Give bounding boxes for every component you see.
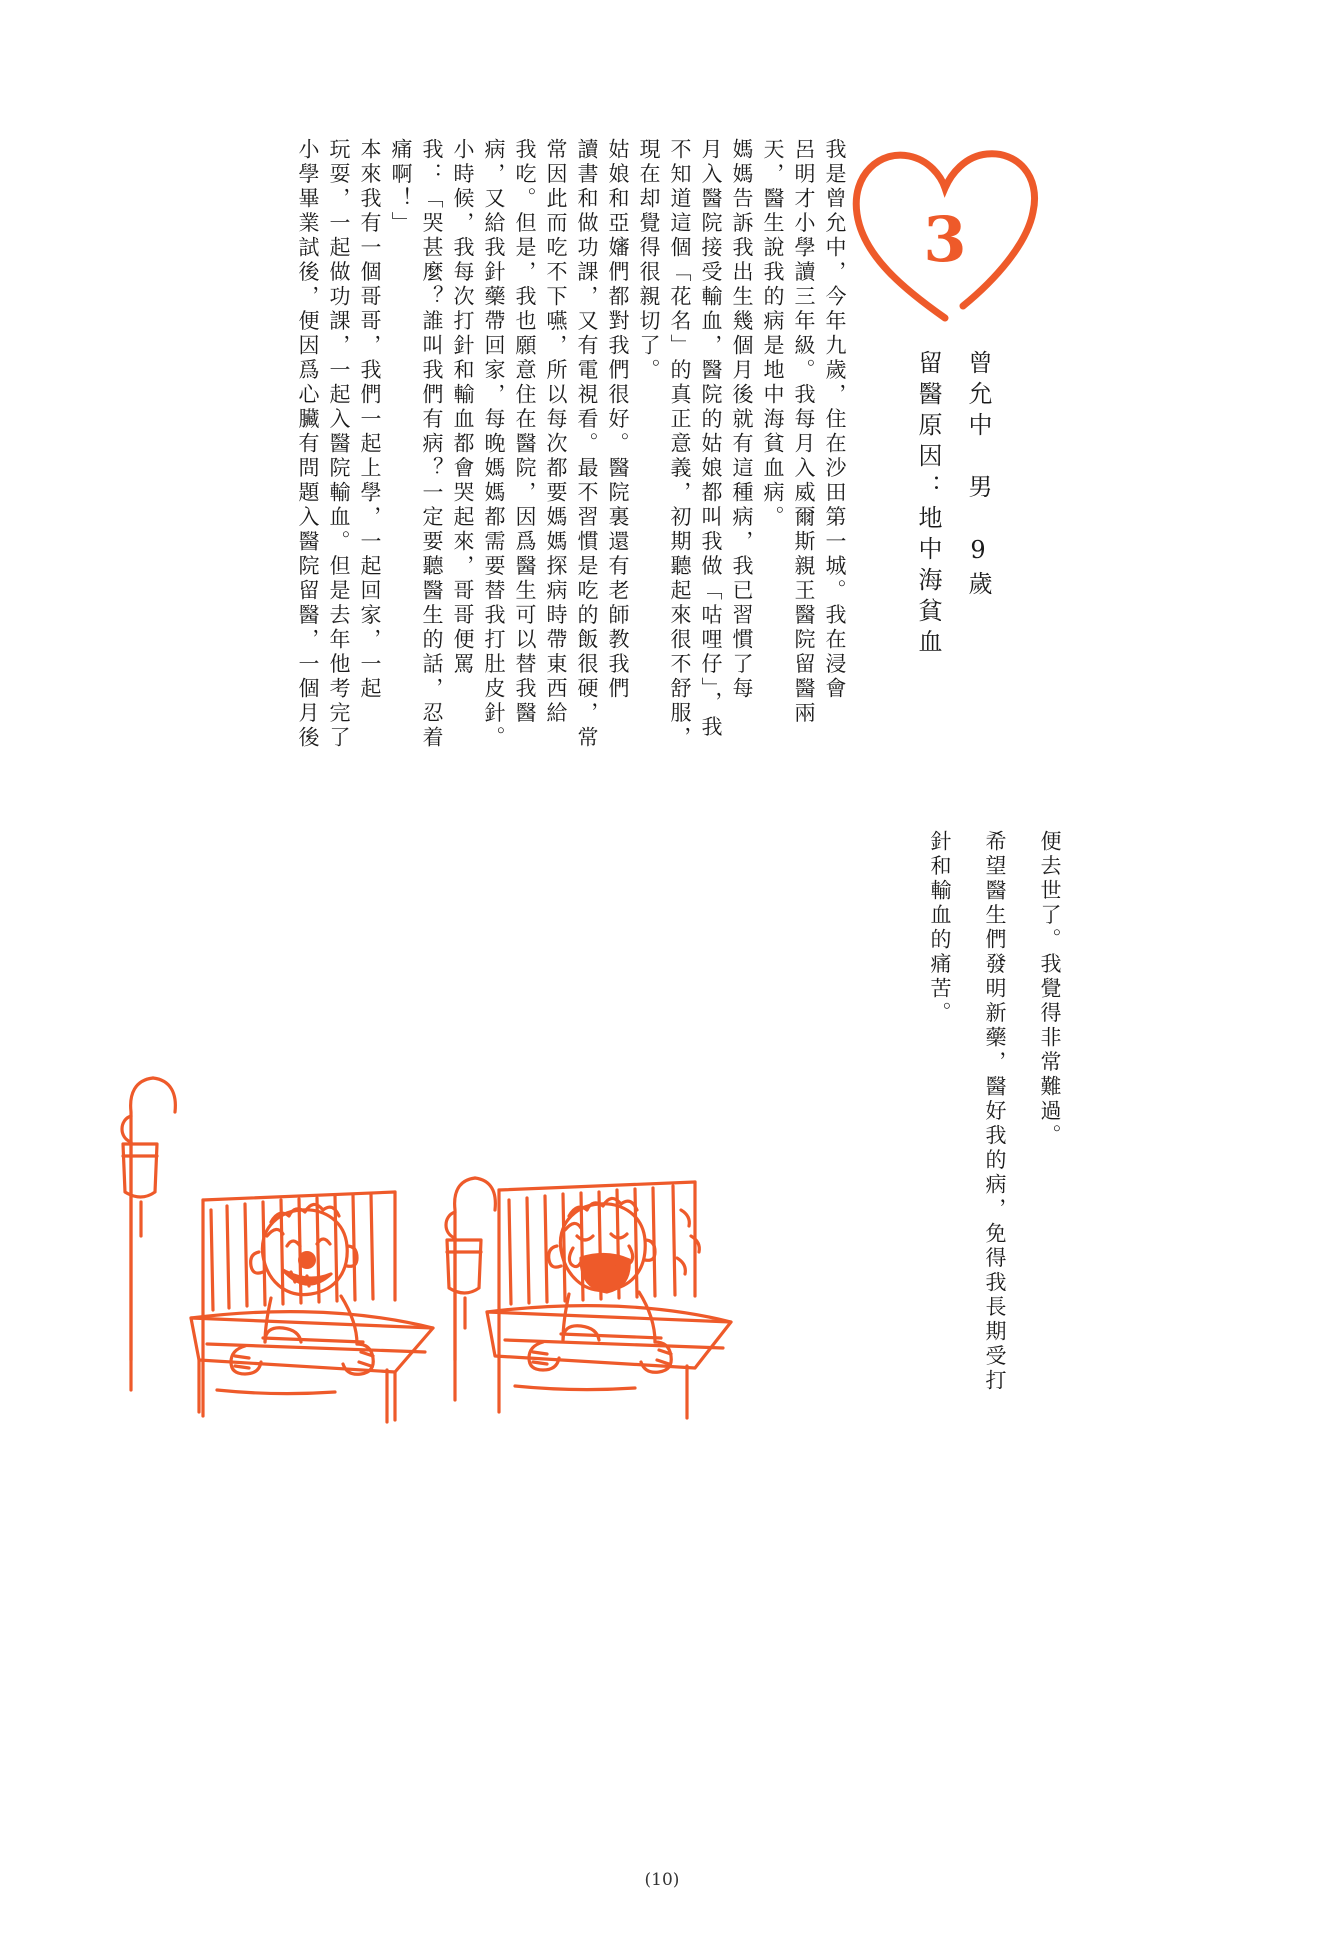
body-line: 月入醫院接受輸血，醫院的姑娘都叫我做「咕哩仔」，我 [699,138,723,740]
illustration-drawing-icon [95,1060,735,1460]
article-body-continued [870,830,1062,1394]
body-line: 我：「哭甚麼？誰叫我們有病？一定要聽醫生的話，忍着 [420,138,444,751]
article-header [890,350,992,660]
body-line: 病，又給我針藥帶回家，每晚媽媽都需要替我打肚皮針。 [482,138,506,751]
body-line: 不知道這個「花名」的真正意義，初期聽起來很不舒服， [668,138,692,751]
author-line: 曾允中 男 9歲 [964,350,992,602]
body-line: 痛啊！」 [389,138,413,236]
body-line: 玩耍，一起做功課，一起入醫院輸血。但是去年他考完了 [327,138,351,751]
heart-badge [845,140,1045,330]
body-line: 姑娘和亞嬸們都對我們很好。醫院裏還有老師教我們 [606,138,630,702]
badge-number: 3 [923,202,967,276]
body-line: 常因此而吃不下嚥，所以每次都要媽媽探病時帶東西給 [544,138,568,726]
body-line: 我吃。但是，我也願意住在醫院，因爲醫生可以替我醫 [513,138,537,726]
body-line: 我是曾允中，今年九歲，住在沙田第一城。我在浸會 [823,138,847,702]
body-line: 本來我有一個哥哥，我們一起上學，一起回家，一起 [358,138,382,702]
hospital-beds-illustration [95,1060,735,1460]
body-line: 小時候，我每次打針和輸血都會哭起來，哥哥便罵 [451,138,475,677]
body-line: 針和輸血的痛苦。 [928,830,952,1026]
page-number: (10) [644,1870,680,1890]
body-line: 天，醫生說我的病是地中海貧血病。 [761,138,785,530]
body-line: 希望醫生們發明新藥，醫好我的病，免得我長期受打 [983,830,1007,1394]
body-line: 便去世了。我覺得非常難過。 [1038,830,1062,1149]
body-line: 媽媽告訴我出生幾個月後就有這種病，我已習慣了每 [730,138,754,702]
body-line: 讀書和做功課，又有電視看。最不習慣是吃的飯很硬，常 [575,138,599,751]
body-line: 呂明才小學讀三年級。我每月入威爾斯親王醫院留醫兩 [792,138,816,726]
body-line: 小學畢業試後，便因爲心臟有問題入醫院留醫，一個月後 [296,138,320,751]
body-line: 現在却覺得很親切了。 [637,138,661,383]
reason-line: 留醫原因：地中海貧血 [914,350,942,660]
article-body [95,138,845,788]
